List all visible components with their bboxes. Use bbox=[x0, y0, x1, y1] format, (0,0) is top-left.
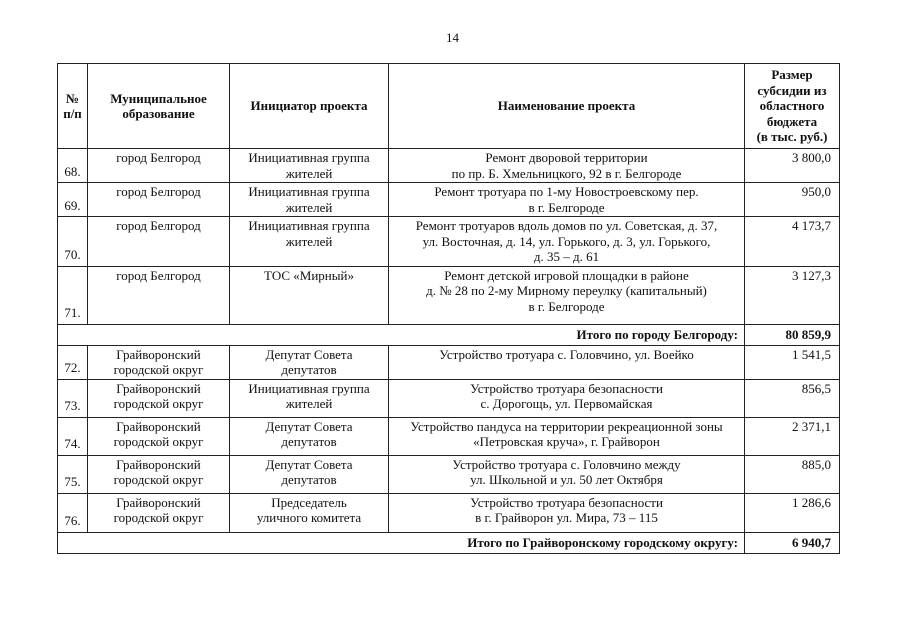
row-project bbox=[389, 266, 745, 324]
header-row bbox=[58, 64, 840, 149]
total-value: 80 859,9 bbox=[745, 324, 840, 345]
row-amount: 3 800,0 bbox=[745, 149, 840, 183]
total-row bbox=[58, 532, 840, 553]
text-line: депутатов bbox=[281, 362, 337, 377]
text-line: Ремонт детской игровой площадки в районе bbox=[444, 267, 689, 283]
page-number: 14 bbox=[446, 30, 459, 45]
text-line: субсидии из bbox=[757, 82, 827, 98]
text-line: ТОС «Мирный» bbox=[264, 267, 354, 283]
text-line: Устройство тротуара с. Головчино, ул. Воейко bbox=[439, 346, 694, 362]
text-line: Депутат Совета bbox=[265, 456, 353, 472]
table-row bbox=[58, 183, 840, 217]
row-initiator bbox=[230, 345, 389, 379]
text-line: Муниципальное bbox=[110, 90, 207, 106]
text-line: Грайворонский bbox=[116, 346, 201, 362]
table-row bbox=[58, 266, 840, 324]
text-line: Ремонт тротуаров вдоль домов по ул. Советская, д. 37, bbox=[415, 218, 718, 233]
header-subsidy bbox=[745, 64, 840, 149]
row-number: 71. bbox=[58, 266, 88, 324]
text-line: Устройство тротуара с. Головчино между bbox=[452, 456, 681, 472]
text-line: Инициативная группа bbox=[248, 380, 370, 396]
text-line: город Белгород bbox=[116, 218, 201, 233]
text-line: ул. Восточная, д. 14, ул. Горького, д. 3, ул. Горького, bbox=[422, 233, 711, 249]
text-line: Ремонт тротуара по 1-му Новостроевскому пер. bbox=[434, 184, 699, 199]
text-line: в г. Грайворон ул. Мира, 73 – 115 bbox=[475, 510, 658, 525]
text-line: в г. Белгороде bbox=[528, 199, 605, 215]
row-project bbox=[389, 217, 745, 267]
text-line: город Белгород bbox=[116, 267, 201, 283]
text-line: Грайворонский bbox=[116, 418, 201, 434]
text-line: городской округ bbox=[113, 510, 204, 525]
text-line: Инициативная группа bbox=[248, 218, 370, 233]
text-line: Председатель bbox=[271, 494, 347, 510]
text-line: д. 35 – д. 61 bbox=[533, 249, 600, 264]
row-municipality bbox=[88, 266, 230, 324]
row-municipality bbox=[88, 493, 230, 532]
text-line: Грайворонский bbox=[116, 456, 201, 472]
text-line: (в тыс. руб.) bbox=[756, 129, 828, 145]
row-number: 73. bbox=[58, 379, 88, 417]
row-initiator bbox=[230, 183, 389, 217]
row-number: 75. bbox=[58, 455, 88, 493]
row-number: 70. bbox=[58, 217, 88, 267]
table-row bbox=[58, 417, 840, 455]
header-num bbox=[58, 64, 88, 149]
text-line: Устройство тротуара безопасности bbox=[470, 494, 663, 510]
row-initiator bbox=[230, 149, 389, 183]
row-municipality bbox=[88, 345, 230, 379]
row-municipality bbox=[88, 183, 230, 217]
text-line: жителей bbox=[285, 233, 333, 249]
text-line: в г. Белгороде bbox=[528, 298, 605, 314]
row-project bbox=[389, 455, 745, 493]
row-municipality bbox=[88, 217, 230, 267]
row-amount: 856,5 bbox=[745, 379, 840, 417]
text-line: Инициативная группа bbox=[248, 150, 370, 165]
table-body bbox=[58, 149, 840, 554]
table-row bbox=[58, 379, 840, 417]
text-line: Грайворонский bbox=[116, 380, 201, 396]
row-amount: 2 371,1 bbox=[745, 417, 840, 455]
text-line: жителей bbox=[285, 199, 333, 215]
table-row bbox=[58, 149, 840, 183]
row-project bbox=[389, 417, 745, 455]
row-number: 69. bbox=[58, 183, 88, 217]
text-line: жителей bbox=[285, 396, 333, 411]
table-row bbox=[58, 455, 840, 493]
text-line: Наименование проекта bbox=[497, 98, 636, 114]
text-line: депутатов bbox=[281, 472, 337, 487]
text-line: город Белгород bbox=[116, 184, 201, 199]
row-initiator bbox=[230, 417, 389, 455]
row-amount: 1 541,5 bbox=[745, 345, 840, 379]
row-municipality bbox=[88, 417, 230, 455]
row-amount: 1 286,6 bbox=[745, 493, 840, 532]
row-municipality bbox=[88, 379, 230, 417]
text-line: Депутат Совета bbox=[265, 418, 353, 434]
row-initiator bbox=[230, 266, 389, 324]
text-line: Инициатор проекта bbox=[250, 98, 368, 114]
text-line: ул. Школьной и ул. 50 лет Октября bbox=[470, 472, 663, 487]
table-row bbox=[58, 217, 840, 267]
table-row bbox=[58, 345, 840, 379]
row-amount: 4 173,7 bbox=[745, 217, 840, 267]
text-line: № bbox=[65, 90, 80, 106]
text-line: городской округ bbox=[113, 434, 204, 449]
row-number: 72. bbox=[58, 345, 88, 379]
subsidy-table bbox=[57, 63, 840, 554]
total-label: Итого по Грайворонскому городскому округу: bbox=[58, 532, 745, 553]
text-line: с. Дорогощь, ул. Первомайская bbox=[480, 396, 653, 411]
total-label: Итого по городу Белгороду: bbox=[58, 324, 745, 345]
row-amount: 950,0 bbox=[745, 183, 840, 217]
text-line: областного bbox=[759, 98, 825, 114]
row-municipality bbox=[88, 455, 230, 493]
text-line: Устройство пандуса на территории рекреационной зоны bbox=[410, 418, 723, 434]
row-initiator bbox=[230, 455, 389, 493]
table-row bbox=[58, 493, 840, 532]
header-initiator bbox=[230, 64, 389, 149]
text-line: жителей bbox=[285, 165, 333, 181]
row-project bbox=[389, 379, 745, 417]
total-value: 6 940,7 bbox=[745, 532, 840, 553]
text-line: Инициативная группа bbox=[248, 184, 370, 199]
table-header bbox=[58, 64, 840, 149]
text-line: городской округ bbox=[113, 362, 204, 377]
text-line: п/п bbox=[63, 106, 82, 121]
text-line: образование bbox=[122, 106, 195, 121]
row-amount: 3 127,3 bbox=[745, 266, 840, 324]
row-number: 68. bbox=[58, 149, 88, 183]
text-line: «Петровская круча», г. Грайворон bbox=[473, 434, 660, 449]
text-line: городской округ bbox=[113, 472, 204, 487]
text-line: уличного комитета bbox=[256, 510, 362, 525]
row-initiator bbox=[230, 493, 389, 532]
row-initiator bbox=[230, 217, 389, 267]
header-municipality bbox=[88, 64, 230, 149]
text-line: Депутат Совета bbox=[265, 346, 353, 362]
total-row bbox=[58, 324, 840, 345]
row-number: 74. bbox=[58, 417, 88, 455]
text-line: по пр. Б. Хмельницкого, 92 в г. Белгороде bbox=[451, 165, 682, 181]
text-line: Размер bbox=[771, 67, 813, 83]
row-project bbox=[389, 149, 745, 183]
row-project bbox=[389, 493, 745, 532]
text-line: городской округ bbox=[113, 396, 204, 411]
row-initiator bbox=[230, 379, 389, 417]
text-line: д. № 28 по 2-му Мирному переулку (капитальный) bbox=[426, 283, 707, 298]
row-project bbox=[389, 345, 745, 379]
text-line: бюджета bbox=[766, 113, 818, 129]
row-number: 76. bbox=[58, 493, 88, 532]
text-line: депутатов bbox=[281, 434, 337, 449]
text-line: город Белгород bbox=[116, 150, 201, 165]
text-line: Грайворонский bbox=[116, 494, 201, 510]
text-line: Устройство тротуара безопасности bbox=[470, 380, 663, 396]
row-project bbox=[389, 183, 745, 217]
row-amount: 885,0 bbox=[745, 455, 840, 493]
row-municipality bbox=[88, 149, 230, 183]
text-line: Ремонт дворовой территории bbox=[485, 150, 648, 165]
header-project bbox=[389, 64, 745, 149]
